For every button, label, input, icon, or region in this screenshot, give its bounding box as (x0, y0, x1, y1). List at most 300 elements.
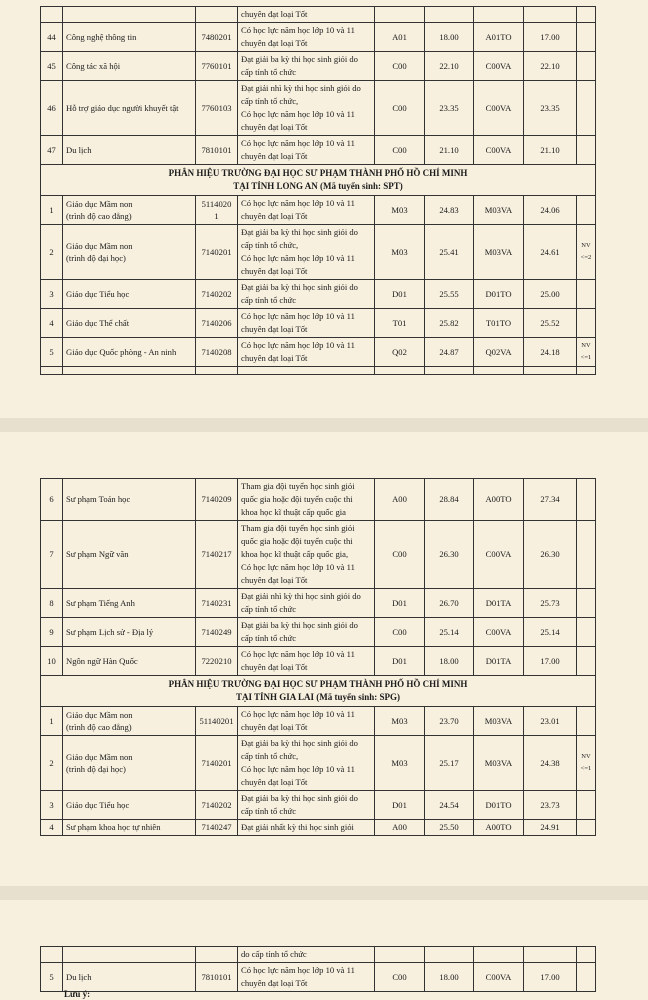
section-title-line1: PHÂN HIỆU TRƯỜNG ĐẠI HỌC SƯ PHẠM THÀNH PHỐ HỒ CHÍ MINH (168, 679, 468, 689)
major-code (196, 589, 238, 618)
admission-condition-line: Đạt giải ba kỳ thi học sinh giỏi do (241, 227, 358, 237)
admission-condition (238, 820, 375, 836)
table-row (41, 589, 596, 618)
major-name-line: (trình độ đại học) (66, 253, 126, 263)
major-code-line: 7140201 (201, 246, 232, 257)
table-row (41, 7, 596, 23)
priority-note (577, 963, 596, 992)
major-code-line: 5114020 (201, 198, 232, 209)
admission-condition (238, 647, 375, 676)
admission-condition (238, 309, 375, 338)
score-secondary: 24.38 (524, 736, 577, 791)
row-number: 5 (41, 338, 63, 367)
table-row (41, 479, 596, 521)
section-header-gia-lai (41, 676, 596, 707)
priority-note (577, 618, 596, 647)
table-row (41, 309, 596, 338)
score-secondary (524, 947, 577, 963)
subject-group: C00 (375, 81, 425, 136)
score: 24.83 (425, 196, 474, 225)
score: 25.41 (425, 225, 474, 280)
priority-note (577, 791, 596, 820)
note-label: Lưu ý: (64, 989, 91, 999)
admission-condition-line: Có học lực năm học lớp 10 và 11 (241, 109, 355, 119)
table-row (41, 820, 596, 836)
page-gap (0, 418, 648, 432)
table-row (41, 791, 596, 820)
admission-condition-line: Đạt giải nhất kỳ thi học sinh giỏi (241, 822, 354, 832)
priority-note (577, 707, 596, 736)
subject-group: C00 (375, 618, 425, 647)
priority-note: NV<=2 (577, 225, 596, 280)
major-name (63, 947, 196, 963)
table-row (41, 81, 596, 136)
score-secondary: 25.73 (524, 589, 577, 618)
major-name-line: Giáo dục Tiểu học (66, 288, 130, 299)
admission-table-page-1 (40, 6, 596, 375)
admission-condition-line: khoa học kĩ thuật cấp quốc gia, (241, 549, 349, 559)
major-code (196, 736, 238, 791)
major-code-line: 7140249 (201, 626, 232, 637)
admission-condition-line: cấp tỉnh tổ chức, (241, 240, 299, 250)
major-code-line: 51140201 (199, 715, 234, 726)
priority-note (577, 280, 596, 309)
major-code (196, 791, 238, 820)
combination-code: C00VA (474, 963, 524, 992)
combination-code: C00VA (474, 52, 524, 81)
major-code-line: 7140231 (201, 597, 232, 608)
score-secondary: 21.10 (524, 136, 577, 165)
section-title-line2: TẠI TỈNH LONG AN (Mã tuyển sinh: SPT) (233, 181, 403, 191)
subject-group: Q02 (375, 338, 425, 367)
major-code (196, 521, 238, 589)
row-number: 1 (41, 707, 63, 736)
major-code (196, 647, 238, 676)
table-row (41, 947, 596, 963)
row-number: 44 (41, 23, 63, 52)
major-name (63, 736, 196, 791)
combination-code: C00VA (474, 521, 524, 589)
row-number: 2 (41, 736, 63, 791)
score: 24.54 (425, 791, 474, 820)
major-code-line: 7140217 (201, 549, 232, 560)
major-name: Du lịch (63, 136, 196, 165)
major-code (196, 196, 238, 225)
major-code (196, 707, 238, 736)
major-code (196, 338, 238, 367)
score-secondary: 26.30 (524, 521, 577, 589)
major-name-line: Ngôn ngữ Hàn Quốc (66, 655, 138, 666)
score: 24.87 (425, 338, 474, 367)
major-code (196, 947, 238, 963)
admission-condition-line: Có học lực năm học lớp 10 và 11 (241, 764, 355, 774)
admission-condition (238, 196, 375, 225)
page-gap (0, 886, 648, 900)
subject-group: A01 (375, 23, 425, 52)
row-number: 47 (41, 136, 63, 165)
admission-condition (238, 791, 375, 820)
priority-note (577, 647, 596, 676)
score-secondary: 27.34 (524, 479, 577, 521)
admission-condition-line: chuyên đạt loại Tốt (241, 151, 308, 161)
combination-code: C00VA (474, 136, 524, 165)
score (425, 947, 474, 963)
row-number: 1 (41, 196, 63, 225)
priority-note (577, 196, 596, 225)
subject-group: T01 (375, 309, 425, 338)
major-code (196, 963, 238, 992)
priority-note (577, 136, 596, 165)
subject-group (375, 947, 425, 963)
combination-code: M03VA (474, 225, 524, 280)
admission-condition-line: Đạt giải ba kỳ thi học sinh giỏi do (241, 793, 358, 803)
score: 18.00 (425, 963, 474, 992)
score-secondary: 23.01 (524, 707, 577, 736)
admission-condition (238, 23, 375, 52)
subject-group: M03 (375, 707, 425, 736)
table-row (41, 136, 596, 165)
score-secondary: 24.61 (524, 225, 577, 280)
row-number: 46 (41, 81, 63, 136)
major-code: 7760103 (196, 81, 238, 136)
subject-group: A00 (375, 479, 425, 521)
row-number: 3 (41, 791, 63, 820)
admission-condition-line: Có học lực năm học lớp 10 và 11 (241, 198, 355, 208)
major-name-line: (trình độ đại học) (66, 764, 126, 774)
subject-group: D01 (375, 791, 425, 820)
admission-condition-line: chuyên đạt loại Tốt (241, 9, 308, 19)
major-name-line: Giáo dục Thể chất (66, 317, 130, 328)
subject-group: M03 (375, 225, 425, 280)
subject-group: D01 (375, 589, 425, 618)
combination-code (474, 947, 524, 963)
admission-condition-line: chuyên đạt loại Tốt (241, 324, 308, 334)
subject-group: C00 (375, 52, 425, 81)
major-code (196, 280, 238, 309)
admission-condition-line: Có học lực năm học lớp 10 và 11 (241, 562, 355, 572)
score: 25.50 (425, 820, 474, 836)
priority-note (577, 521, 596, 589)
major-code-line: 7140208 (201, 346, 232, 357)
major-name (63, 820, 196, 836)
admission-condition (238, 707, 375, 736)
admission-condition-line: Có học lực năm học lớp 10 và 11 (241, 253, 355, 263)
major-name (63, 7, 196, 23)
admission-condition (238, 338, 375, 367)
table-row (41, 225, 596, 280)
admission-condition-line: Đạt giải ba kỳ thi học sinh giỏi do (241, 282, 358, 292)
major-code-line: 7140201 (201, 757, 232, 768)
admission-condition (238, 479, 375, 521)
major-name-line: Sư phạm Tiếng Anh (66, 597, 135, 608)
major-name (63, 963, 196, 992)
admission-condition-line: cấp tỉnh tổ chức, (241, 751, 299, 761)
admission-condition-line: cấp tỉnh tổ chức (241, 806, 297, 816)
major-code-line: 1 (214, 211, 219, 221)
major-name (63, 618, 196, 647)
major-name (63, 647, 196, 676)
admission-condition-line: quốc gia hoặc đội tuyển cuộc thi (241, 536, 353, 546)
combination-code: D01TO (474, 280, 524, 309)
priority-note: NV<=1 (577, 338, 596, 367)
major-name-line: (trình độ cao đẳng) (66, 722, 132, 732)
combination-code (474, 7, 524, 23)
admission-condition (238, 736, 375, 791)
major-code: 7480201 (196, 23, 238, 52)
admission-condition-line: Đạt giải nhì kỳ thi học sinh giỏi do (241, 591, 361, 601)
major-name-line: Giáo dục Tiểu học (66, 799, 130, 810)
score-secondary (524, 7, 577, 23)
row-number: 4 (41, 309, 63, 338)
row-number: 5 (41, 963, 63, 992)
major-name-line: Sư phạm khoa học tự nhiên (66, 822, 161, 833)
score-secondary: 17.00 (524, 647, 577, 676)
major-name (63, 521, 196, 589)
admission-condition-line: chuyên đạt loại Tốt (241, 122, 308, 132)
major-name: Hỗ trợ giáo dục người khuyết tật (63, 81, 196, 136)
combination-code: T01TO (474, 309, 524, 338)
major-name (63, 338, 196, 367)
major-code (196, 225, 238, 280)
document-page-3 (0, 900, 648, 1000)
admission-condition (238, 52, 375, 81)
admission-condition-line: chuyên đạt loại Tốt (241, 777, 308, 787)
table-row (41, 338, 596, 367)
major-name: Công nghệ thông tin (63, 23, 196, 52)
document-page-2 (0, 432, 648, 886)
score: 18.00 (425, 23, 474, 52)
score-secondary: 25.00 (524, 280, 577, 309)
row-number: 4 (41, 820, 63, 836)
row-number: 10 (41, 647, 63, 676)
admission-condition-line: cấp tỉnh tổ chức (241, 633, 297, 643)
row-number: 3 (41, 280, 63, 309)
major-name (63, 280, 196, 309)
admission-condition-line: Đạt giải nhì kỳ thi học sinh giỏi do (241, 83, 361, 93)
score: 18.00 (425, 647, 474, 676)
combination-code: D01TA (474, 647, 524, 676)
subject-group: D01 (375, 647, 425, 676)
priority-note (577, 23, 596, 52)
priority-note (577, 589, 596, 618)
major-code-line: 7140202 (201, 288, 232, 299)
admission-condition (238, 618, 375, 647)
admission-condition-line: Có học lực năm học lớp 10 và 11 (241, 965, 355, 975)
admission-condition-line: Tham gia đội tuyển học sinh giỏi (241, 523, 355, 533)
combination-code: M03VA (474, 707, 524, 736)
major-name (63, 225, 196, 280)
admission-condition-line: cấp tỉnh tổ chức (241, 604, 297, 614)
score-secondary: 24.06 (524, 196, 577, 225)
admission-table-page-2 (40, 478, 596, 836)
major-name (63, 791, 196, 820)
row-number: 8 (41, 589, 63, 618)
score: 25.14 (425, 618, 474, 647)
admission-condition (238, 81, 375, 136)
row-number: 6 (41, 479, 63, 521)
score-secondary: 17.00 (524, 963, 577, 992)
combination-code: D01TO (474, 791, 524, 820)
admission-condition (238, 280, 375, 309)
table-row (41, 618, 596, 647)
major-name-line: Giáo dục Quốc phòng - An ninh (66, 346, 177, 357)
subject-group: C00 (375, 963, 425, 992)
admission-condition (238, 136, 375, 165)
subject-group: A00 (375, 820, 425, 836)
subject-group: M03 (375, 736, 425, 791)
score: 26.70 (425, 589, 474, 618)
admission-condition-line: Có học lực năm học lớp 10 và 11 (241, 649, 355, 659)
admission-condition (238, 947, 375, 963)
section-title-line1: PHÂN HIỆU TRƯỜNG ĐẠI HỌC SƯ PHẠM THÀNH PHỐ HỒ CHÍ MINH (168, 168, 468, 178)
row-number (41, 947, 63, 963)
major-code-line: 7140206 (201, 317, 232, 328)
admission-condition-line: chuyên đạt loại Tốt (241, 575, 308, 585)
table-row (41, 52, 596, 81)
major-code (196, 309, 238, 338)
score-secondary: 25.52 (524, 309, 577, 338)
admission-condition-line: cấp tỉnh tổ chức, (241, 96, 299, 106)
major-name-line: (trình độ cao đẳng) (66, 211, 132, 221)
major-code-line: 7140247 (201, 822, 232, 833)
score-secondary: 23.73 (524, 791, 577, 820)
subject-group (375, 7, 425, 23)
admission-condition-line: Có học lực năm học lớp 10 và 11 (241, 709, 355, 719)
admission-condition (238, 521, 375, 589)
score-secondary: 25.14 (524, 618, 577, 647)
combination-code: A00TO (474, 820, 524, 836)
admission-condition-line: Đạt giải ba kỳ thi học sinh giỏi do (241, 54, 358, 64)
score: 23.70 (425, 707, 474, 736)
priority-note (577, 81, 596, 136)
admission-condition-line: quốc gia hoặc đội tuyển cuộc thi (241, 494, 353, 504)
major-name (63, 707, 196, 736)
major-code (196, 820, 238, 836)
combination-code: C00VA (474, 81, 524, 136)
major-code-line: 7810101 (201, 971, 232, 982)
admission-condition-line: chuyên đạt loại Tốt (241, 978, 308, 988)
priority-note: NV<=1 (577, 736, 596, 791)
score: 26.30 (425, 521, 474, 589)
score: 25.17 (425, 736, 474, 791)
subject-group: M03 (375, 196, 425, 225)
major-code-line: 7140209 (201, 494, 232, 505)
score: 25.82 (425, 309, 474, 338)
admission-condition-line: chuyên đạt loại Tốt (241, 722, 308, 732)
major-name-line: Giáo dục Mầm non (66, 240, 133, 251)
score (425, 7, 474, 23)
row-number: 2 (41, 225, 63, 280)
score: 21.10 (425, 136, 474, 165)
admission-condition-line: cấp tỉnh tổ chức (241, 295, 297, 305)
score-secondary: 22.10 (524, 52, 577, 81)
score-secondary: 17.00 (524, 23, 577, 52)
major-name: Công tác xã hội (63, 52, 196, 81)
table-row (41, 196, 596, 225)
admission-condition-line: do cấp tỉnh tổ chức (241, 949, 307, 959)
table-row-empty (41, 367, 596, 375)
major-name (63, 196, 196, 225)
section-title-line2: TẠI TỈNH GIA LAI (Mã tuyển sinh: SPG) (235, 692, 401, 702)
priority-note (577, 52, 596, 81)
major-name-line: Giáo dục Mầm non (66, 198, 133, 209)
admission-condition-line: Tham gia đội tuyển học sinh giỏi (241, 481, 355, 491)
admission-condition-line: chuyên đạt loại Tốt (241, 353, 308, 363)
major-name-line: Giáo dục Mầm non (66, 751, 133, 762)
table-row (41, 280, 596, 309)
admission-condition-line: Có học lực năm học lớp 10 và 11 (241, 311, 355, 321)
table-row (41, 521, 596, 589)
admission-condition-line: chuyên đạt loại Tốt (241, 662, 308, 672)
major-code: 7760101 (196, 52, 238, 81)
score: 22.10 (425, 52, 474, 81)
priority-note (577, 947, 596, 963)
combination-code: D01TA (474, 589, 524, 618)
table-row (41, 963, 596, 992)
priority-note (577, 309, 596, 338)
major-name-line: Du lịch (66, 971, 92, 982)
priority-note (577, 7, 596, 23)
admission-table-page-3 (40, 946, 596, 992)
major-code (196, 479, 238, 521)
table-row (41, 647, 596, 676)
admission-condition-line: chuyên đạt loại Tốt (241, 38, 308, 48)
row-number (41, 7, 63, 23)
combination-code: A01TO (474, 23, 524, 52)
major-code: 7810101 (196, 136, 238, 165)
combination-code: M03VA (474, 736, 524, 791)
priority-note (577, 820, 596, 836)
subject-group: C00 (375, 136, 425, 165)
subject-group: D01 (375, 280, 425, 309)
admission-condition-line: chuyên đạt loại Tốt (241, 211, 308, 221)
admission-condition-line: cấp tỉnh tổ chức (241, 67, 297, 77)
admission-condition (238, 225, 375, 280)
table-row (41, 707, 596, 736)
major-name-line: Sư phạm Toán học (66, 494, 131, 505)
major-name (63, 479, 196, 521)
row-number: 7 (41, 521, 63, 589)
score-secondary: 24.91 (524, 820, 577, 836)
score: 25.55 (425, 280, 474, 309)
admission-condition-line: Có học lực năm học lớp 10 và 11 (241, 340, 355, 350)
major-code (196, 7, 238, 23)
admission-condition-line: khoa học kĩ thuật cấp quốc gia (241, 507, 347, 517)
document-page-1 (0, 0, 648, 418)
admission-condition-line: Đạt giải ba kỳ thi học sinh giỏi do (241, 620, 358, 630)
table-row (41, 736, 596, 791)
major-code (196, 618, 238, 647)
major-name (63, 589, 196, 618)
combination-code: C00VA (474, 618, 524, 647)
major-name-line: Giáo dục Mầm non (66, 709, 133, 720)
major-code-line: 7140202 (201, 799, 232, 810)
admission-condition (238, 589, 375, 618)
row-number: 45 (41, 52, 63, 81)
admission-condition-line: Có học lực năm học lớp 10 và 11 (241, 25, 355, 35)
admission-condition-line: Có học lực năm học lớp 10 và 11 (241, 138, 355, 148)
major-name (63, 309, 196, 338)
admission-condition-line: chuyên đạt loại Tốt (241, 266, 308, 276)
major-code-line: 7220210 (201, 655, 232, 666)
row-number: 9 (41, 618, 63, 647)
admission-condition (238, 963, 375, 992)
admission-condition-line: Đạt giải ba kỳ thi học sinh giỏi do (241, 738, 358, 748)
score: 23.35 (425, 81, 474, 136)
score-secondary: 24.18 (524, 338, 577, 367)
table-row (41, 23, 596, 52)
score-secondary: 23.35 (524, 81, 577, 136)
